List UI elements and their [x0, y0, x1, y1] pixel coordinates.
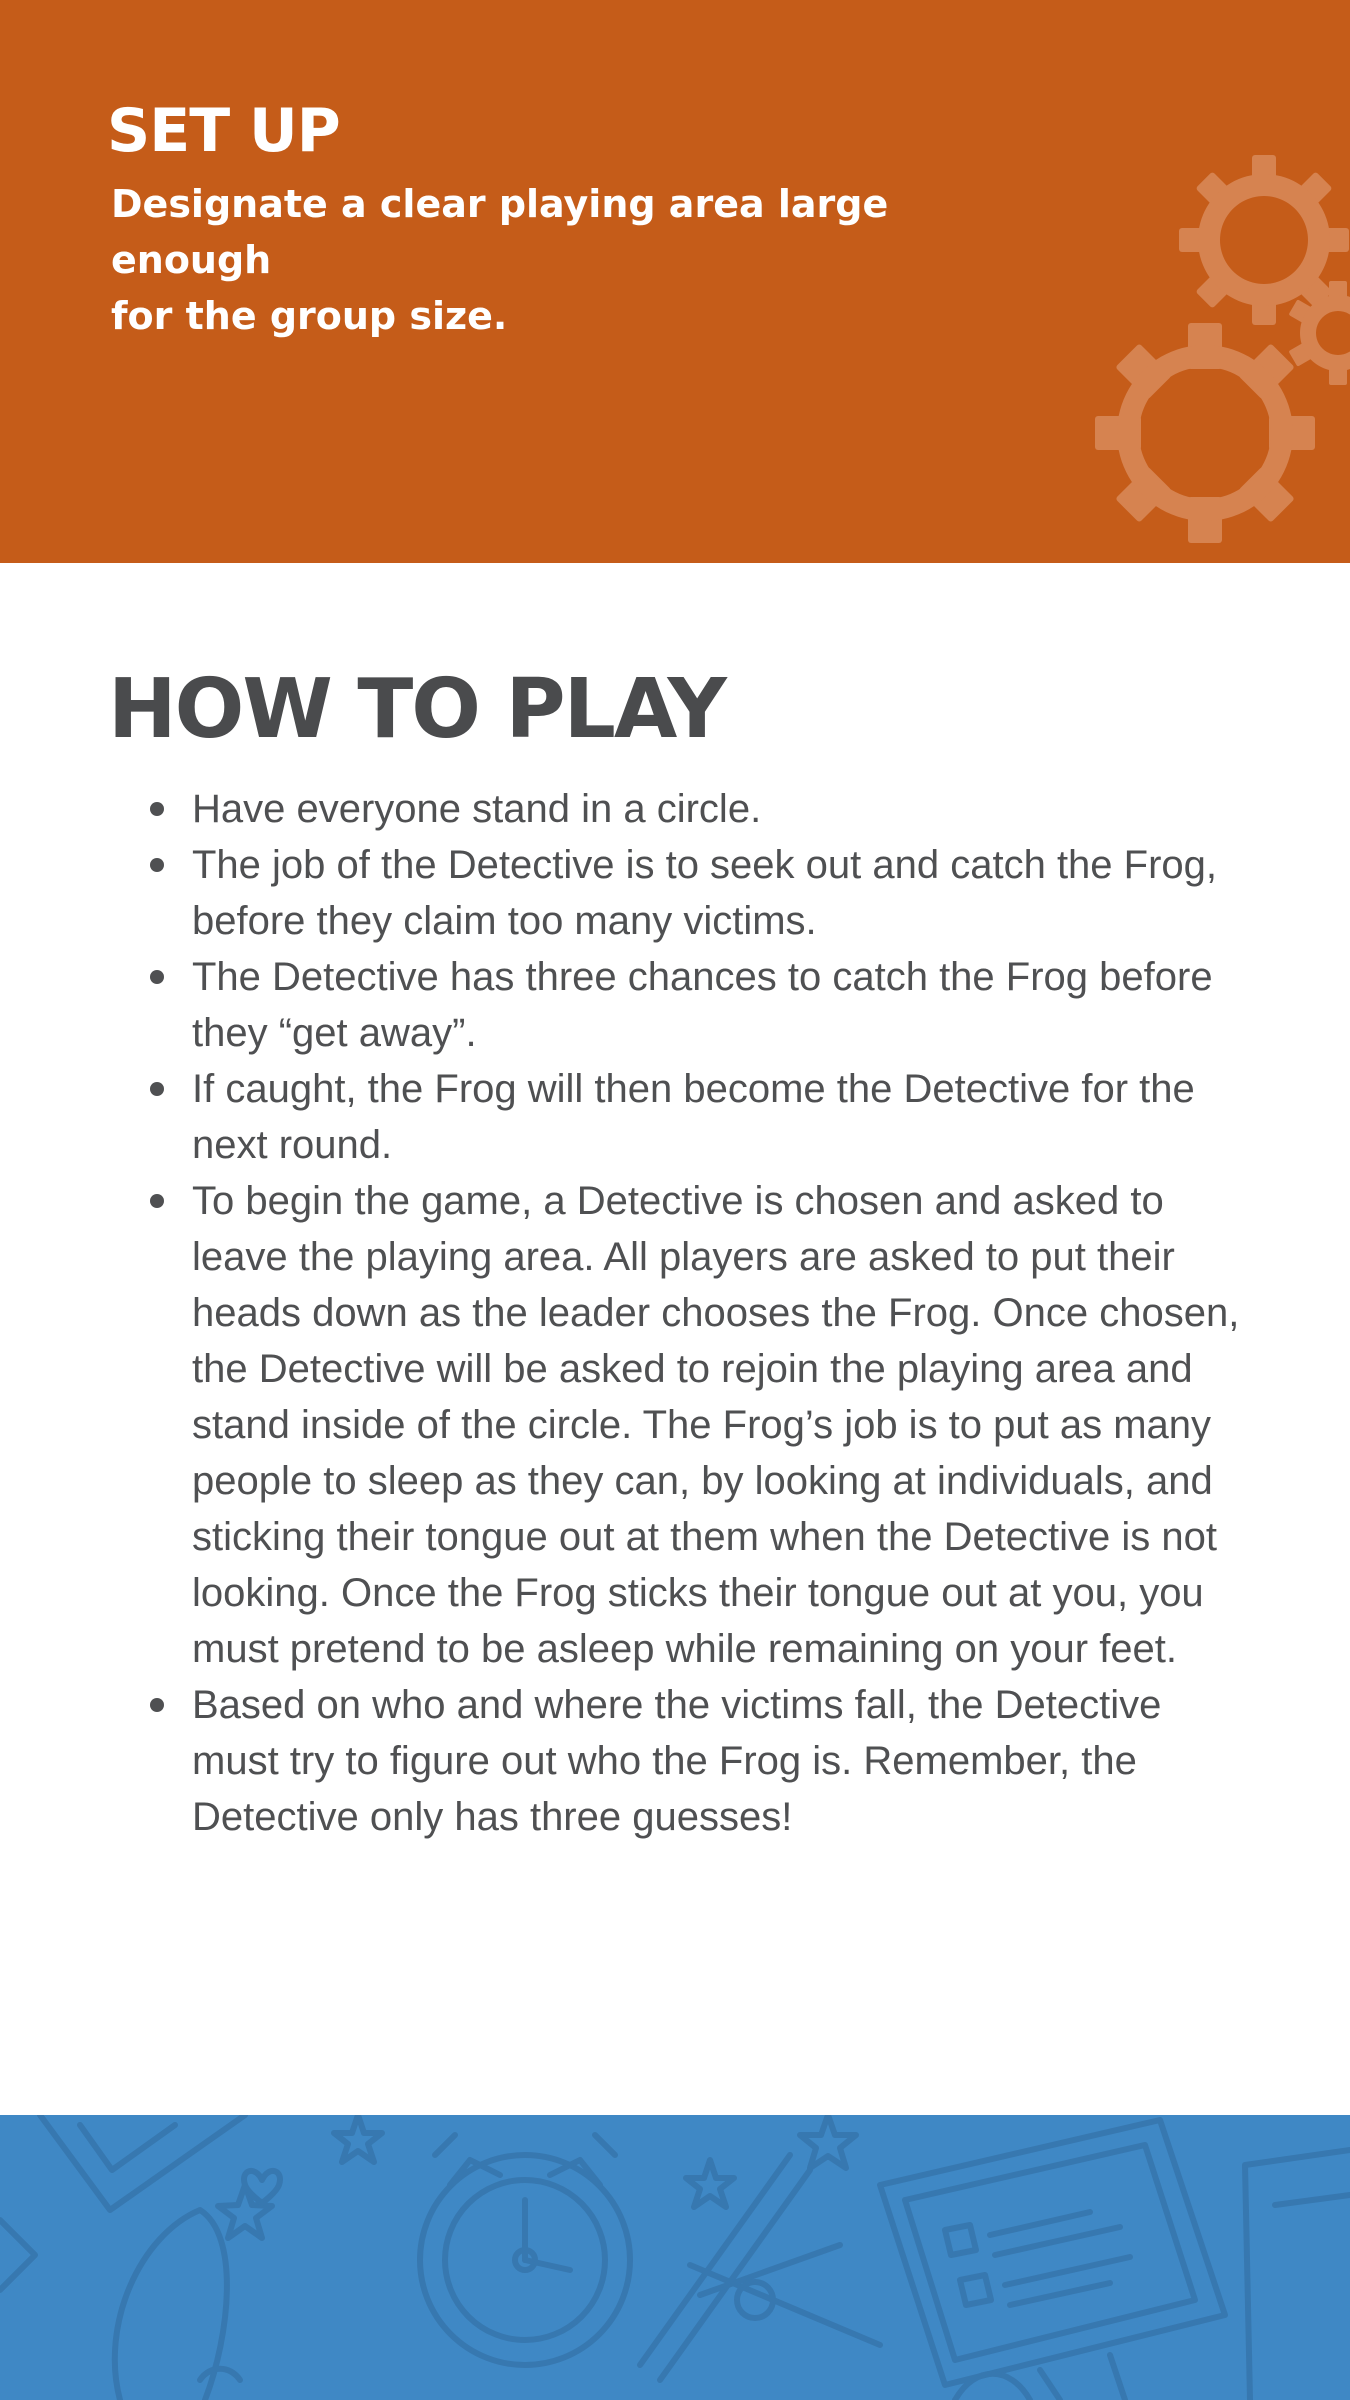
footer-doodle-band [0, 2115, 1350, 2400]
gears-icon [1040, 130, 1350, 563]
step-text: If caught, the Frog will then become the Detective for the next round. [192, 1067, 1195, 1167]
classroom-doodles [0, 2115, 1350, 2400]
step-text: Based on who and where the victims fall, the Detective must try to figure out who the Frog is. Remember, the Detective only has three guesses! [192, 1683, 1162, 1839]
tablet-icon [1245, 2150, 1350, 2400]
setup-instructions: Designate a clear playing area large enough for the group size. [111, 182, 889, 338]
star-icon [334, 2115, 382, 2162]
bullet-icon [150, 1698, 164, 1712]
list-item [0, 781, 1252, 837]
list-item [0, 1173, 1252, 1677]
clock-icon [420, 2135, 630, 2365]
whiteboard-icon [880, 2120, 1225, 2400]
setup-title: SET UP [107, 96, 340, 166]
bullet-icon [150, 1194, 164, 1208]
how-to-play-title: HOW TO PLAY [108, 662, 725, 757]
bullet-icon [150, 858, 164, 872]
how-to-play-list [0, 781, 1350, 1845]
star-icon [218, 2185, 272, 2238]
large-gear-icon [1095, 323, 1315, 543]
star-icon [686, 2160, 734, 2207]
step-text: The Detective has three chances to catch the Frog before they “get away”. [192, 955, 1213, 1055]
list-item [0, 949, 1252, 1061]
step-text: To begin the game, a Detective is chosen and asked to leave the playing area. All players are asked to put their heads down as the leader chooses the Frog. Once chosen, the Detective will be asked to rejoin the playing area and stand inside of the circle. The Frog’s job is to put as many people to sleep as they can, by looking at individuals, and sticking their tongue out at them when the Detective is not looking. Once the Frog sticks their tongue out at you, you must pretend to be asleep while remaining on your feet. [192, 1179, 1240, 1671]
step-text: Have everyone stand in a circle. [192, 787, 762, 831]
list-item [0, 837, 1252, 949]
star-icon [800, 2115, 856, 2168]
bullet-icon [150, 802, 164, 816]
list-item [0, 1061, 1252, 1173]
step-text: The job of the Detective is to seek out and catch the Frog, before they claim too many victims. [192, 843, 1218, 943]
list-item [0, 1677, 1252, 1845]
ruler-icon [40, 2115, 245, 2210]
bullet-icon [150, 970, 164, 984]
bullet-icon [150, 1082, 164, 1096]
setup-section [0, 0, 1350, 563]
